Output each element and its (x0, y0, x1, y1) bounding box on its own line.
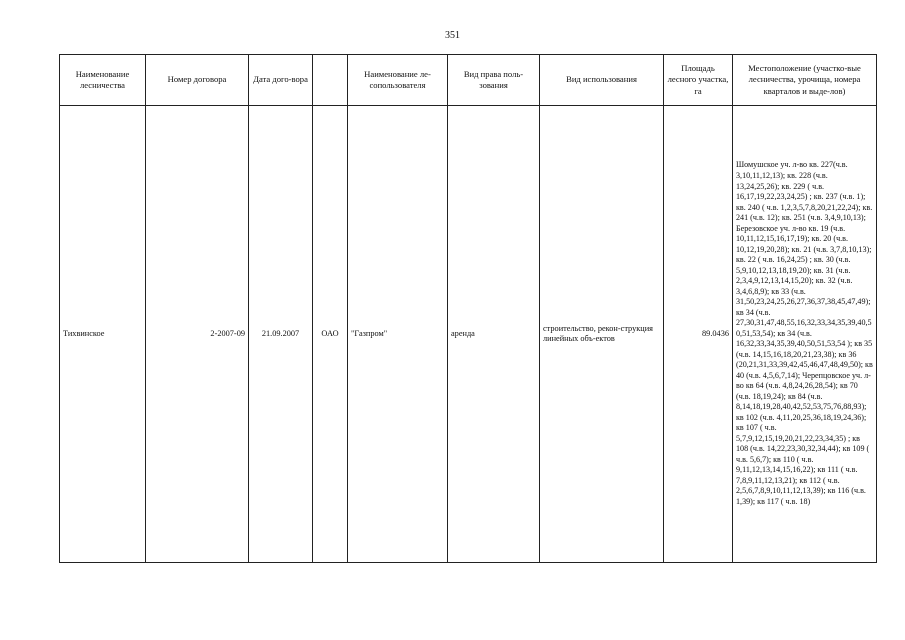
header-contract-date: Дата дого-вора (249, 55, 313, 106)
header-location: Местоположение (участко-вые лесничества, урочища, номера кварталов и выде-лов) (733, 55, 877, 106)
cell-location: Шомушское уч. л-во кв. 227(ч.в. 3,10,11,12,13); кв. 228 (ч.в. 13,24,25,26); кв. 229 ( ч.в. 16,17,19,22,23,24,25) ; кв. 237 (ч.в. 1); кв. 240 ( ч.в. 1,2,3,5,7,8,20,21,22,24); кв. 241 (ч.в. 12); кв. 251 (ч.в. 3,4,9,10,13); Березовское уч. л-во кв. 19 (ч.в. 10,11,12,15,16,17,19); кв. 20 (ч.в. 10,12,19,20,28); кв. 21 (ч.в. 3,7,8,10,13); кв. 22 ( ч.в. 16,24,25) ; кв. 30 (ч.в. 5,9,10,12,13,18,19,20); кв. 31 (ч.в. 2,3,4,9,12,13,14,15,20); кв. 32 (ч.в. 3,4,6,8,9); кв 33 (ч.в. 31,50,23,24,25,26,27,36,37,38,45,47,49); кв 34 (ч.в. 27,30,31,47,48,55,16,32,33,34,35,39,40,50,51,53,54); кв 34 (ч.в. 16,32,33,34,35,39,40,50,51,53,54 ); кв 35 (ч.в. 14,15,16,18,20,21,23,38); кв 36 (20,21,31,33,39,42,45,46,47,48,49,50); кв 40 (ч.в. 4,5,6,7,14); Черепцовское уч. л-во кв 64 (ч.в. 4,8,24,26,28,54); кв 70 (ч.в. 18,19,24); кв 84 (ч.в. 8,14,18,19,28,40,42,52,53,75,76,88,93); кв 102 (ч.в. 4,11,20,25,36,18,19,24,36); кв 107 ( ч.в. 5,7,9,12,15,19,20,21,22,23,34,35) ; кв 108 (ч.в. 14,22,23,30,32,34,44); кв 109 ( ч.в. 5,6,7); кв 110 ( ч.в. 9,11,12,13,14,15,16,22); кв 111 ( ч.в. 7,8,9,11,12,13,21); кв 112 ( ч.в. 2,5,6,7,8,9,10,11,12,13,39); кв 116 (ч.в. 1,39); кв 117 ( ч.в. 18) (733, 106, 877, 563)
header-right-type: Вид права поль-зования (448, 55, 540, 106)
page-number: 351 (445, 30, 460, 41)
table-row (60, 106, 877, 563)
header-contract-number: Номер договора (146, 55, 249, 106)
cell-forestry: Тихвинское (60, 106, 146, 563)
cell-use-type: строительство, рекон-струкция линейных объ-ектов (540, 106, 664, 563)
table-header (60, 55, 877, 106)
cell-user-name: "Газпром" (348, 106, 448, 563)
cell-org-form: ОАО (313, 106, 348, 563)
header-forestry: Наименование лесничества (60, 55, 146, 106)
header-area: Площадь лесного участка, га (664, 55, 733, 106)
cell-contract-date: 21.09.2007 (249, 106, 313, 563)
cell-right-type: аренда (448, 106, 540, 563)
header-org-form (313, 55, 348, 106)
cell-contract-number: 2-2007-09 (146, 106, 249, 563)
table-body (60, 106, 877, 563)
forest-lease-table (59, 54, 877, 563)
header-row (60, 55, 877, 106)
cell-area: 89.0436 (664, 106, 733, 563)
header-use-type: Вид использования (540, 55, 664, 106)
header-user-name: Наименование ле-сопользователя (348, 55, 448, 106)
